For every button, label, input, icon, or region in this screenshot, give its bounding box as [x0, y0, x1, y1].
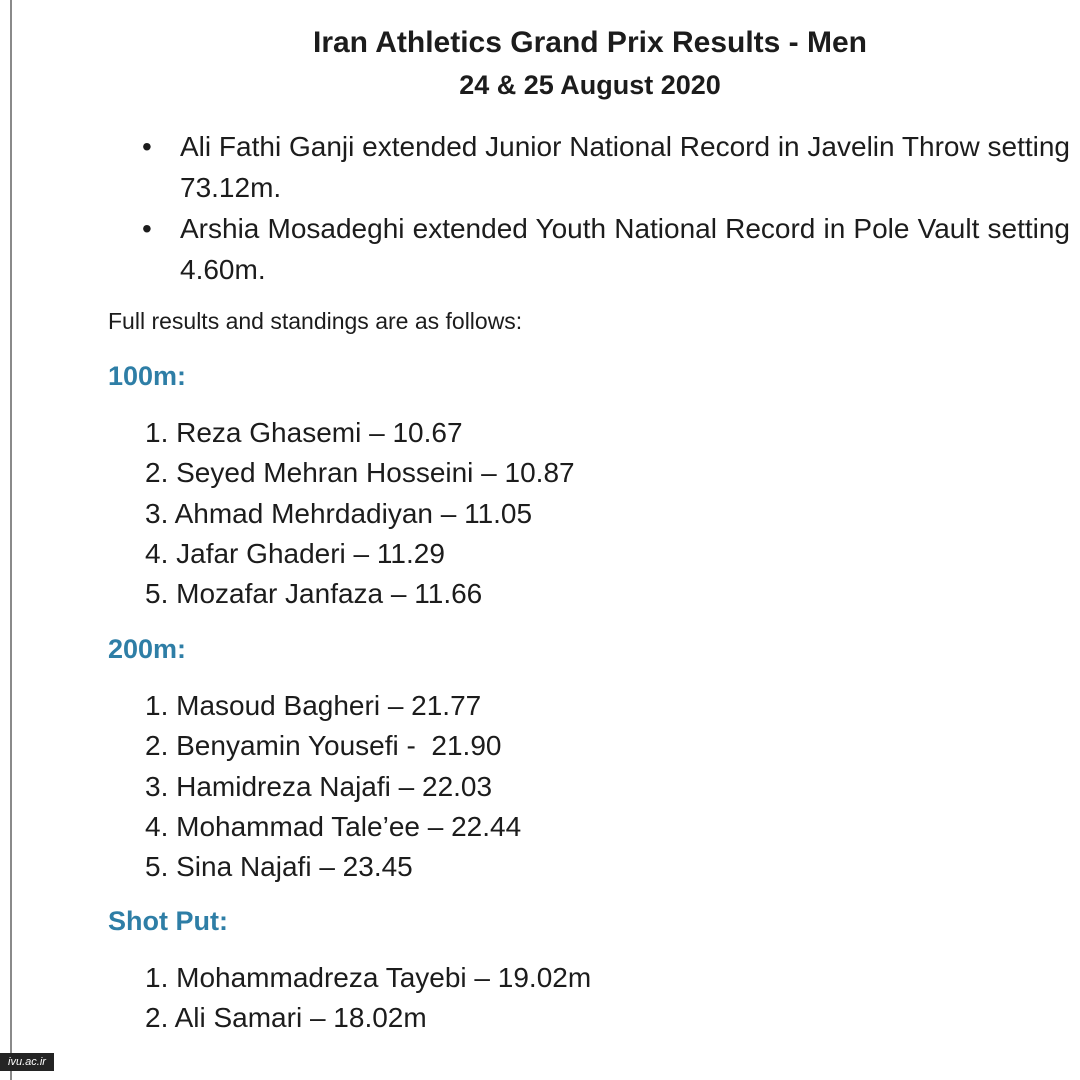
- results-list-shot-put: [145, 958, 591, 1039]
- intro-text: Full results and standings are as follows:: [108, 308, 523, 334]
- result-row: 2. Seyed Mehran Hosseini – 10.87: [145, 457, 575, 489]
- watermark-badge: ivu.ac.ir: [0, 1053, 54, 1071]
- result-row: 1. Mohammadreza Tayebi – 19.02m: [145, 962, 592, 993]
- result-row: 2. Ali Samari – 18.02m: [145, 1002, 427, 1034]
- results-list-100m: [145, 413, 575, 614]
- highlight-item: • Ali Fathi Ganji extended Junior National Record in Javelin Throw setting 73.12m.: [180, 126, 1070, 208]
- result-row: 5. Mozafar Janfaza – 11.66: [145, 578, 483, 610]
- highlight-item: • Arshia Mosadeghi extended Youth National Record in Pole Vault setting 4.60m.: [180, 208, 1070, 290]
- section-heading-100m: 100m:: [108, 361, 187, 391]
- section-heading-200m: 200m:: [108, 634, 187, 664]
- result-row: 5. Sina Najafi – 23.45: [145, 851, 413, 883]
- section-heading-shot-put: Shot Put:: [108, 906, 228, 936]
- results-list-200m: [145, 686, 521, 887]
- result-row: 4. Jafar Ghaderi – 11.29: [145, 537, 445, 569]
- result-row: 2. Benyamin Yousefi - 21.90: [145, 730, 502, 762]
- result-row: 4. Mohammad Tale’ee – 22.44: [145, 810, 522, 842]
- result-row: 1. Masoud Bagheri – 21.77: [145, 690, 482, 721]
- result-row: 3. Hamidreza Najafi – 22.03: [145, 770, 493, 802]
- page-left-border: [10, 0, 12, 1080]
- result-row: 3. Ahmad Mehrdadiyan – 11.05: [145, 497, 533, 529]
- document-date: 24 & 25 August 2020: [459, 70, 721, 100]
- document-title: Iran Athletics Grand Prix Results - Men: [312, 26, 868, 59]
- result-row: 1. Reza Ghasemi – 10.67: [145, 417, 463, 448]
